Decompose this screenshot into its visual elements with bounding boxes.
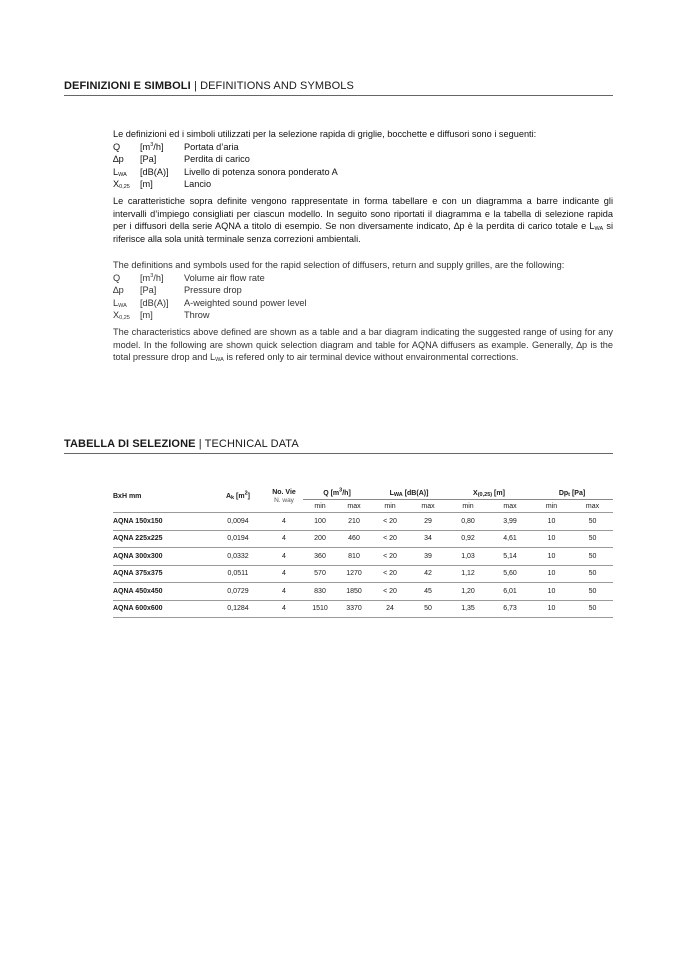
cell-model: AQNA 375x375: [113, 565, 211, 583]
cell-lmax: 42: [409, 565, 447, 583]
cell-qmin: 360: [303, 548, 337, 566]
header-group-dp: $Dp_t$ [Pa]: [558, 490, 586, 498]
cell-xmin: 1,12: [447, 565, 489, 583]
section-title-it: DEFINIZIONI E SIMBOLI: [64, 80, 191, 92]
cell-ways: 4: [265, 600, 303, 618]
title-separator: |: [198, 438, 202, 450]
cell-qmin: 1510: [303, 600, 337, 618]
italian-definitions: [113, 128, 613, 245]
symbol-row: [113, 309, 613, 322]
symbol-unit: [m]: [140, 179, 153, 190]
cell-ways: 4: [265, 583, 303, 601]
cell-lmax: 34: [409, 530, 447, 548]
section-title-en: DEFINITIONS AND SYMBOLS: [200, 80, 354, 92]
header-ak: $A_k$ $[m^2]$: [225, 490, 251, 501]
header-bxh: BxH mm: [113, 493, 142, 500]
symbol: $L_{WA}$: [113, 166, 127, 178]
cell-xmin: 1,35: [447, 600, 489, 618]
cell-qmax: 460: [337, 530, 371, 548]
cell-model: AQNA 450x450: [113, 583, 211, 601]
cell-dpmax: 50: [572, 583, 613, 601]
cell-dpmax: 50: [572, 565, 613, 583]
technical-data-table: [113, 483, 613, 618]
cell-xmax: 5,60: [489, 565, 531, 583]
cell-xmax: 3,99: [489, 513, 531, 531]
cell-dpmax: 50: [572, 530, 613, 548]
cell-dpmin: 10: [531, 565, 572, 583]
cell-dpmax: 50: [572, 548, 613, 566]
symbol-list-it: [113, 141, 613, 191]
cell-ways: 4: [265, 530, 303, 548]
cell-qmin: 830: [303, 583, 337, 601]
cell-ak: 0,0094: [211, 513, 265, 531]
header-group-lwa: $L_{WA}$ [dB(A)]: [389, 490, 429, 498]
symbol-row: [113, 141, 613, 154]
cell-qmin: 570: [303, 565, 337, 583]
cell-ways: 4: [265, 548, 303, 566]
cell-xmax: 6,73: [489, 600, 531, 618]
title-separator: |: [193, 80, 197, 92]
symbol: Q: [113, 272, 121, 283]
cell-lmin: < 20: [371, 565, 409, 583]
paragraph-it: Le caratteristiche sopra definite vengono rappresentate in forma tabellare e con un diagramma a barre indicante gli intervalli d’impiego consigliati per ciascun modello. In seguito sono riportati il diagramma e la tabella di selezione rapida per i diffusori della serie AQNA a titolo di esempio. Se non diversamente indicato, ∆p è la perdita di carico totale e $L_{WA}$ si riferisce alla sola unità terminale senza correzioni ambientali.: [113, 195, 613, 244]
cell-qmin: 200: [303, 530, 337, 548]
header-ways: No. Vie N. way: [272, 489, 296, 504]
cell-ways: 4: [265, 565, 303, 583]
header-l-min: min: [371, 500, 409, 513]
symbol-description: A-weighted sound power level: [184, 297, 307, 308]
symbol-description: Volume air flow rate: [184, 272, 265, 283]
header-q-max: max: [337, 500, 371, 513]
table-row: [113, 583, 613, 601]
cell-ak: 0,0332: [211, 548, 265, 566]
symbol-row: [113, 166, 613, 179]
symbol-description: Pressure drop: [184, 285, 242, 296]
header-x-min: min: [447, 500, 489, 513]
table-row: [113, 513, 613, 531]
cell-xmax: 6,01: [489, 583, 531, 601]
symbol-description: Throw: [184, 310, 210, 321]
cell-lmax: 39: [409, 548, 447, 566]
cell-xmin: 1,03: [447, 548, 489, 566]
table-row: [113, 530, 613, 548]
cell-xmin: 0,92: [447, 530, 489, 548]
cell-lmin: < 20: [371, 583, 409, 601]
symbol-unit: [Pa]: [140, 285, 157, 296]
cell-model: AQNA 225x225: [113, 530, 211, 548]
cell-xmin: 1,20: [447, 583, 489, 601]
symbol-description: Portata d’aria: [184, 141, 239, 152]
cell-qmax: 1270: [337, 565, 371, 583]
cell-ak: 0,0511: [211, 565, 265, 583]
cell-dpmax: 50: [572, 513, 613, 531]
cell-model: AQNA 600x600: [113, 600, 211, 618]
paragraph-en: The characteristics above defined are shown as a table and a bar diagram indicating the suggested range of using for any model. In the following are shown quick selection diagram and table for AQNA diffusers as example. Generally, ∆p is the total pressure drop and $L_{WA}$ is refered only to air terminal device without envaironmental corrections.: [113, 326, 613, 364]
cell-ak: 0,0729: [211, 583, 265, 601]
symbol-row: [113, 297, 613, 310]
cell-model: AQNA 150x150: [113, 513, 211, 531]
table-row: [113, 600, 613, 618]
cell-dpmin: 10: [531, 548, 572, 566]
symbol: ∆p: [113, 285, 124, 296]
symbol-unit: [dB(A)]: [140, 166, 169, 177]
cell-xmin: 0,80: [447, 513, 489, 531]
symbol-row: [113, 178, 613, 191]
cell-lmax: 29: [409, 513, 447, 531]
cell-dpmin: 10: [531, 513, 572, 531]
symbol: $L_{WA}$: [113, 297, 127, 309]
cell-ak: 0,0194: [211, 530, 265, 548]
intro-en: The definitions and symbols used for the rapid selection of diffusers, return and supply grilles, are the following:: [113, 260, 565, 270]
cell-lmin: 24: [371, 600, 409, 618]
symbol-unit: [Pa]: [140, 154, 157, 165]
symbol: Q: [113, 141, 121, 152]
cell-dpmax: 50: [572, 600, 613, 618]
symbol: $X_{0,25}$: [113, 179, 130, 191]
symbol-unit: $[m^3/h]$: [140, 272, 164, 283]
cell-qmax: 210: [337, 513, 371, 531]
header-x-max: max: [489, 500, 531, 513]
header-group-q: Q $[m^3/h]$: [323, 487, 351, 497]
symbol-description: Livello di potenza sonora ponderato A: [184, 166, 338, 177]
cell-qmin: 100: [303, 513, 337, 531]
section-title-it: TABELLA DI SELEZIONE: [64, 438, 196, 450]
symbol-description: Lancio: [184, 179, 212, 190]
english-definitions: [113, 259, 613, 364]
section-title-en: TECHNICAL DATA: [204, 438, 299, 450]
cell-lmin: < 20: [371, 513, 409, 531]
table-body: [113, 513, 613, 618]
cell-ways: 4: [265, 513, 303, 531]
symbol-row: [113, 284, 613, 297]
intro-it: Le definizioni ed i simboli utilizzati per la selezione rapida di griglie, bocchette e diffusori sono i seguenti:: [113, 129, 537, 139]
cell-qmax: 3370: [337, 600, 371, 618]
header-group-throw: $X_{(0,25)}$ [m]: [473, 490, 505, 498]
cell-dpmin: 10: [531, 600, 572, 618]
symbol-row: [113, 153, 613, 166]
cell-dpmin: 10: [531, 530, 572, 548]
symbol-list-en: [113, 272, 613, 322]
symbol: ∆p: [113, 154, 124, 165]
header-dp-max: max: [572, 500, 613, 513]
cell-xmax: 5,14: [489, 548, 531, 566]
cell-lmin: < 20: [371, 530, 409, 548]
cell-lmax: 50: [409, 600, 447, 618]
cell-model: AQNA 300x300: [113, 548, 211, 566]
table-row: [113, 565, 613, 583]
section-heading-technical-data: [64, 437, 613, 454]
cell-dpmin: 10: [531, 583, 572, 601]
symbol-unit: [dB(A)]: [140, 297, 169, 308]
cell-qmax: 810: [337, 548, 371, 566]
cell-lmax: 45: [409, 583, 447, 601]
symbol-row: [113, 272, 613, 285]
symbol-description: Perdita di carico: [184, 154, 250, 165]
header-q-min: min: [303, 500, 337, 513]
symbol: $X_{0,25}$: [113, 310, 130, 322]
table-row: [113, 548, 613, 566]
cell-lmin: < 20: [371, 548, 409, 566]
header-l-max: max: [409, 500, 447, 513]
symbol-unit: [m]: [140, 310, 153, 321]
cell-xmax: 4,61: [489, 530, 531, 548]
header-dp-min: min: [531, 500, 572, 513]
cell-ak: 0,1284: [211, 600, 265, 618]
section-heading-definitions: [64, 79, 613, 96]
cell-qmax: 1850: [337, 583, 371, 601]
symbol-unit: $[m^3/h]$: [140, 141, 164, 152]
